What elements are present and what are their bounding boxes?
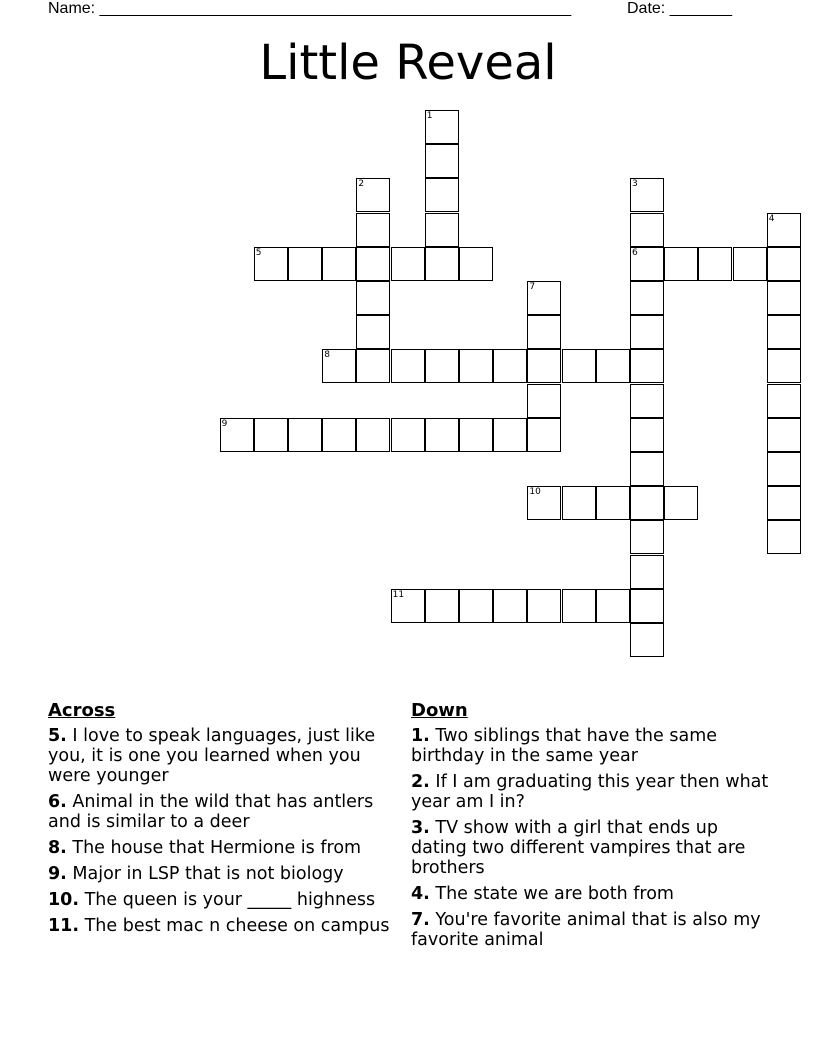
grid-cell[interactable]: [356, 247, 390, 281]
clue-number-label: 9: [221, 418, 228, 429]
grid-cell[interactable]: [288, 247, 322, 281]
grid-cell[interactable]: [356, 349, 390, 383]
grid-cell[interactable]: [425, 110, 459, 144]
across-clue-8: [48, 838, 398, 858]
grid-cell[interactable]: [698, 247, 732, 281]
clue-text: You're favorite animal that is also my favorite animal: [411, 910, 761, 950]
clue-text: Major in LSP that is not biology: [72, 864, 344, 884]
grid-cell[interactable]: [391, 589, 425, 623]
grid-cell[interactable]: [630, 315, 664, 349]
clue-number-label: 10: [529, 487, 541, 498]
grid-cell[interactable]: [527, 486, 561, 520]
down-clues: [411, 700, 771, 956]
grid-cell[interactable]: [459, 349, 493, 383]
grid-cell[interactable]: [630, 623, 664, 657]
grid-cell[interactable]: [527, 315, 561, 349]
grid-cell[interactable]: [254, 247, 288, 281]
grid-cell[interactable]: [630, 213, 664, 247]
clue-number: 6.: [48, 792, 67, 812]
grid-cell[interactable]: [356, 213, 390, 247]
clue-number: 5.: [48, 726, 67, 746]
grid-cell[interactable]: [630, 384, 664, 418]
grid-cell[interactable]: [733, 247, 767, 281]
clue-number: 1.: [411, 726, 430, 746]
grid-cell[interactable]: [630, 555, 664, 589]
across-clue-6: [48, 792, 398, 832]
down-clue-4: [411, 884, 771, 904]
grid-cell[interactable]: [767, 213, 801, 247]
clue-text: The state we are both from: [435, 884, 674, 904]
grid-cell[interactable]: [220, 418, 254, 452]
clue-number-label: 8: [324, 350, 330, 361]
grid-cell[interactable]: [562, 349, 596, 383]
grid-cell[interactable]: [664, 247, 698, 281]
across-clue-5: [48, 726, 398, 786]
grid-cell[interactable]: [767, 418, 801, 452]
grid-cell[interactable]: [527, 349, 561, 383]
across-clue-11: [48, 916, 398, 936]
grid-cell[interactable]: [630, 486, 664, 520]
clue-text: If I am graduating this year then what year am I in?: [411, 772, 769, 812]
clue-text: The house that Hermione is from: [72, 838, 362, 858]
grid-cell[interactable]: [630, 349, 664, 383]
grid-cell[interactable]: [630, 418, 664, 452]
grid-cell[interactable]: [527, 384, 561, 418]
grid-cell[interactable]: [459, 589, 493, 623]
clue-text: Two siblings that have the same birthday in the same year: [411, 726, 718, 766]
grid-cell[interactable]: [767, 452, 801, 486]
grid-cell[interactable]: [356, 281, 390, 315]
clue-text: I love to speak languages, just like you, it is one you learned when you were younger: [48, 726, 376, 786]
grid-cell[interactable]: [527, 589, 561, 623]
clue-number-label: 4: [768, 213, 775, 224]
clue-number: 11.: [48, 916, 80, 936]
clue-number: 3.: [411, 818, 430, 838]
clue-number-label: 11: [392, 589, 405, 600]
clue-text: TV show with a girl that ends up dating two different vampires that are brothers: [411, 818, 746, 878]
clue-text: The queen is your _____ highness: [84, 890, 376, 910]
grid-cell[interactable]: [493, 418, 527, 452]
date-field-label[interactable]: Date: _______: [627, 0, 732, 17]
grid-cell[interactable]: [356, 178, 390, 212]
across-clue-9: [48, 864, 398, 884]
grid-cell[interactable]: [767, 486, 801, 520]
clue-number: 8.: [48, 838, 67, 858]
grid-cell[interactable]: [425, 247, 459, 281]
clue-number: 10.: [48, 890, 80, 910]
grid-cell[interactable]: [459, 418, 493, 452]
grid-cell[interactable]: [630, 452, 664, 486]
grid-cell[interactable]: [630, 247, 664, 281]
grid-cell[interactable]: [630, 520, 664, 554]
grid-cell[interactable]: [356, 315, 390, 349]
clue-number: 7.: [411, 910, 430, 930]
down-clue-2: [411, 772, 771, 812]
down-clue-1: [411, 726, 771, 766]
grid-cell[interactable]: [767, 247, 801, 281]
grid-cell[interactable]: [254, 418, 288, 452]
grid-cell[interactable]: [596, 486, 630, 520]
across-clue-10: [48, 890, 398, 910]
grid-cell[interactable]: [391, 247, 425, 281]
down-clue-7: [411, 910, 771, 950]
down-heading: Down: [411, 700, 468, 721]
clue-number-label: 2: [358, 179, 365, 190]
grid-cell[interactable]: [596, 349, 630, 383]
down-clue-3: [411, 818, 771, 878]
grid-cell[interactable]: [527, 418, 561, 452]
grid-cell[interactable]: [630, 589, 664, 623]
clue-number: 2.: [411, 772, 430, 792]
grid-cell[interactable]: [356, 418, 390, 452]
grid-cell[interactable]: [630, 178, 664, 212]
grid-cell[interactable]: [391, 418, 425, 452]
grid-cell[interactable]: [493, 349, 527, 383]
grid-cell[interactable]: [664, 486, 698, 520]
clue-number-label: 7: [529, 282, 536, 292]
grid-cell[interactable]: [767, 520, 801, 554]
grid-cell[interactable]: [425, 178, 459, 212]
clue-number-label: 3: [632, 179, 638, 190]
grid-cell[interactable]: [630, 281, 664, 315]
grid-cell[interactable]: [425, 589, 459, 623]
grid-cell[interactable]: [459, 247, 493, 281]
grid-cell[interactable]: [322, 418, 356, 452]
grid-cell[interactable]: [391, 349, 425, 383]
clue-number-label: 5: [255, 247, 262, 258]
grid-cell[interactable]: [322, 349, 356, 383]
grid-cell[interactable]: [596, 589, 630, 623]
grid-cell[interactable]: [562, 589, 596, 623]
grid-cell[interactable]: [425, 418, 459, 452]
grid-cell[interactable]: [562, 486, 596, 520]
name-field-label[interactable]: Name: _____________________________________________________: [48, 0, 572, 17]
grid-cell[interactable]: [767, 315, 801, 349]
clue-text: Animal in the wild that has antlers and is similar to a deer: [48, 792, 374, 832]
grid-cell[interactable]: [425, 213, 459, 247]
clue-number: 4.: [411, 884, 430, 904]
grid-cell[interactable]: [288, 418, 322, 452]
grid-cell[interactable]: [425, 349, 459, 383]
grid-cell[interactable]: [767, 384, 801, 418]
across-heading: Across: [48, 700, 116, 721]
clue-text: The best mac n cheese on campus: [84, 916, 390, 936]
clue-number-label: 1: [426, 111, 433, 121]
clue-number-label: 6: [632, 247, 638, 258]
grid-cell[interactable]: [493, 589, 527, 623]
across-clues: [48, 700, 398, 942]
grid-cell[interactable]: [425, 144, 459, 178]
grid-cell[interactable]: [527, 281, 561, 315]
grid-cell[interactable]: [767, 349, 801, 383]
page-title: Little Reveal: [259, 35, 557, 91]
grid-cell[interactable]: [322, 247, 356, 281]
grid-cell[interactable]: [767, 281, 801, 315]
clue-number: 9.: [48, 864, 67, 884]
